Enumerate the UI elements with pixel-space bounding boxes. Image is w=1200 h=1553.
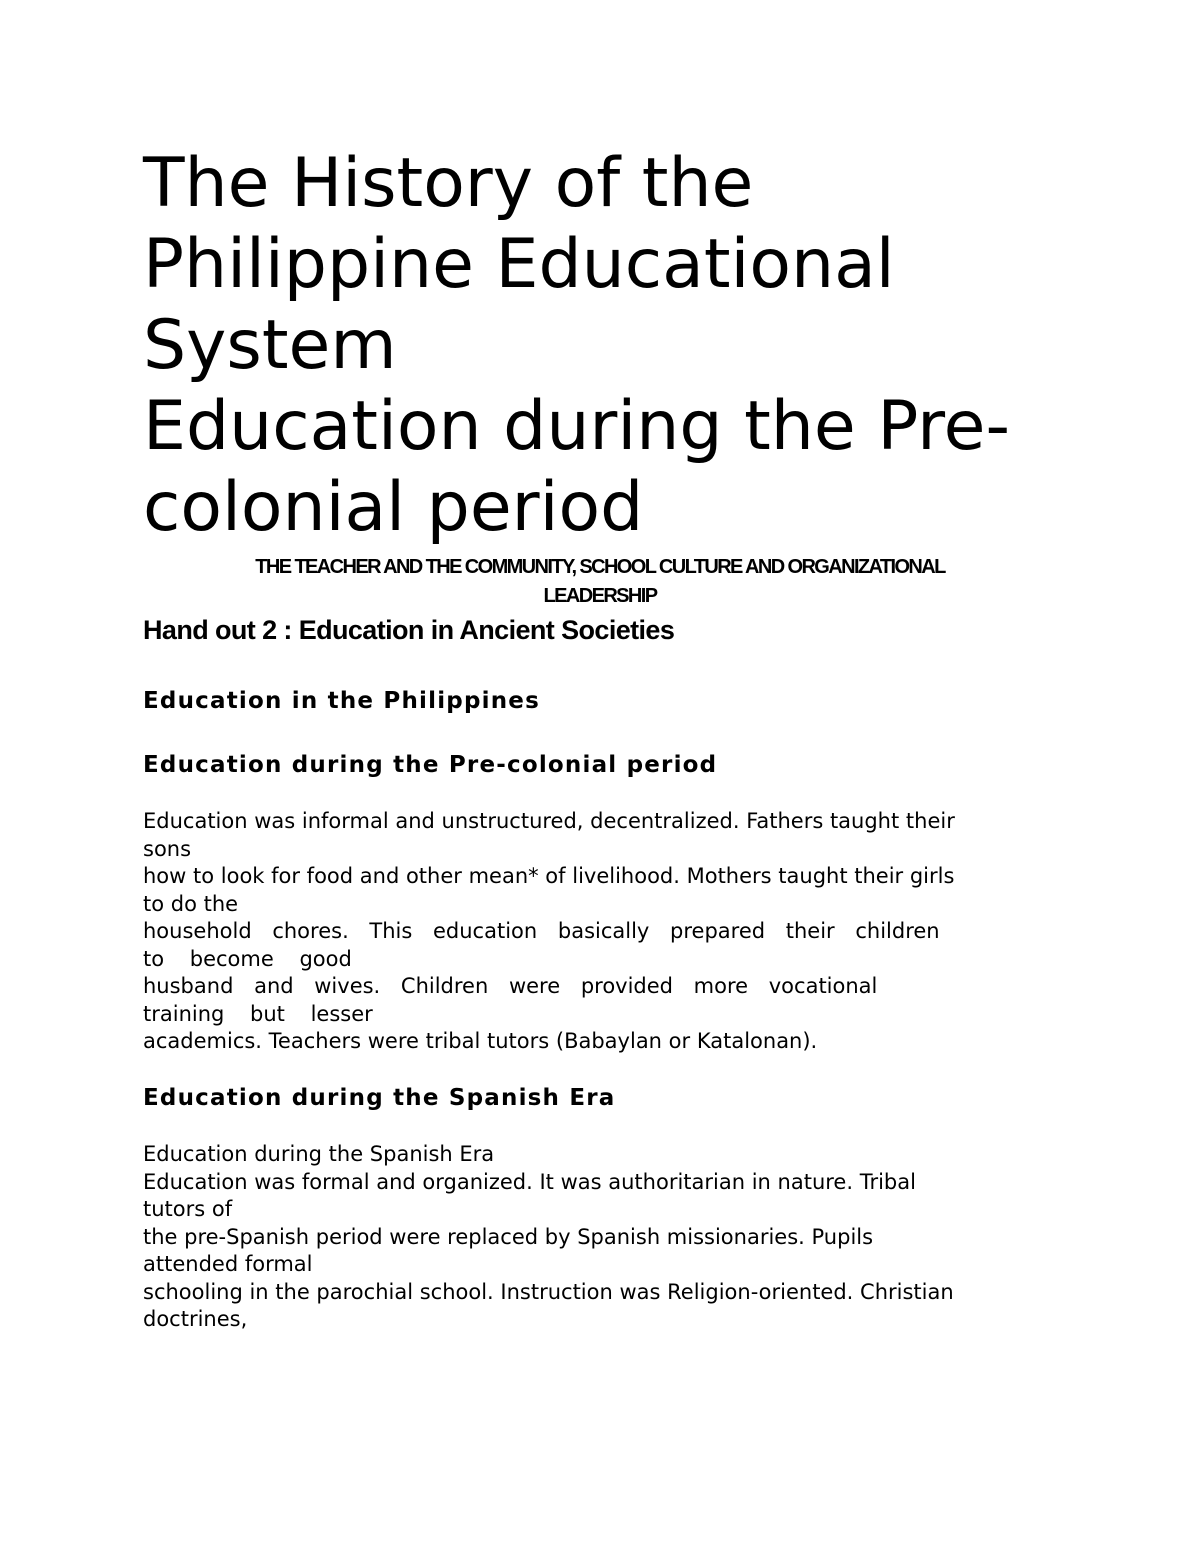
precolonial-paragraph	[143, 808, 1063, 1056]
title-line: colonial period	[143, 468, 644, 547]
paragraph-line: doctrines,	[143, 1307, 248, 1331]
paragraph-line: training but lesser	[143, 1001, 373, 1026]
spanish-paragraph	[143, 1141, 1063, 1334]
title-line: System	[143, 306, 397, 385]
paragraph-line: Education during the Spanish Era	[143, 1142, 495, 1166]
handout-title: Hand out 2 : Education in Ancient Societies	[143, 615, 675, 645]
section-heading-precolonial: Education during the Pre-colonial period	[143, 752, 718, 778]
paragraph-line: Education was informal and unstructured, decentralized. Fathers taught their	[143, 809, 955, 833]
paragraph-line: academics. Teachers were tribal tutors (Babaylan or Katalonan).	[143, 1029, 818, 1053]
course-title-line: LEADERSHIP	[543, 585, 657, 607]
course-title	[130, 553, 1070, 611]
paragraph-line: to become good	[143, 946, 352, 971]
document-title	[143, 143, 1103, 548]
paragraph-line: tutors of	[143, 1197, 233, 1221]
paragraph-line: how to look for food and other mean* of livelihood. Mothers taught their girls	[143, 864, 955, 888]
paragraph-line: to do the	[143, 891, 239, 916]
course-title-line: THE TEACHER AND THE COMMUNITY, SCHOOL CULTURE AND ORGANIZATIONAL	[255, 556, 945, 578]
paragraph-line: sons	[143, 836, 192, 861]
paragraph-line: husband and wives. Children were provided more vocational	[143, 974, 878, 998]
section-heading-philippines: Education in the Philippines	[143, 688, 540, 714]
paragraph-line: household chores. This education basically prepared their children	[143, 919, 940, 943]
paragraph-line: the pre-Spanish period were replaced by Spanish missionaries. Pupils	[143, 1224, 874, 1249]
paragraph-line: schooling in the parochial school. Instruction was Religion-oriented. Christian	[143, 1279, 954, 1304]
title-line: The History of the	[143, 144, 754, 223]
title-line: Education during the Pre-	[143, 387, 1010, 466]
section-heading-spanish: Education during the Spanish Era	[143, 1085, 616, 1111]
title-line: Philippine Educational	[143, 225, 895, 304]
paragraph-line: Education was formal and organized. It was authoritarian in nature. Tribal	[143, 1169, 916, 1194]
paragraph-line: attended formal	[143, 1252, 313, 1276]
